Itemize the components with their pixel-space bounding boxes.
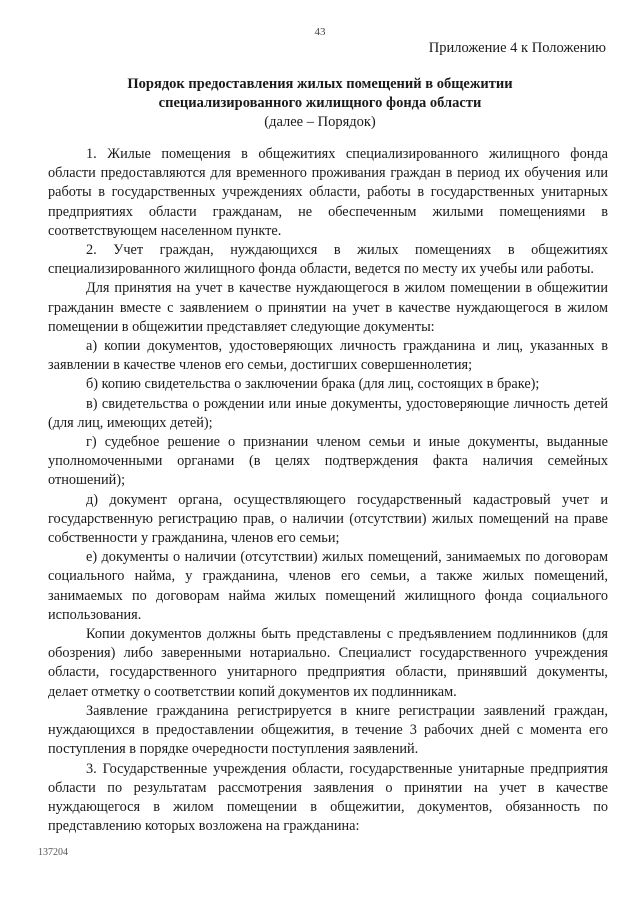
list-item-d: д) документ органа, осуществляющего государственный кадастровый учет и государственную регистрацию прав, о наличии (отсутствии) жилых помещений на праве собственности у гражданина, членов его семьи; (48, 491, 608, 547)
paragraph-3-start: 3. Государственные учреждения области, государственные унитарные предприятия области по результатам рассмотрения заявления о принятии на учет в качестве нуждающегося в жилом помещении в общежитии, документов, обязанность по представлению которых возложена на гражданина: (48, 760, 608, 835)
page-number: 43 (314, 26, 326, 38)
list-item-b: б) копию свидетельства о заключении брака (для лиц, состоящих в браке); (86, 376, 540, 393)
footer-code: 137204 (38, 847, 68, 858)
list-item-a: а) копии документов, удостоверяющих личность гражданина и лиц, указанных в заявлении в качестве членов его семьи, достигших совершеннолетия; (48, 338, 608, 374)
title-line-2: специализированного жилищного фонда области (158, 95, 482, 111)
paragraph-1: 1. Жилые помещения в общежитиях специализированного жилищного фонда области предоставляются для временного проживания граждан в период их обучения или работы в государственных учреждениях области, работы в государственных унитарных предприятиях области гражданам, не обеспеченным жилыми помещениями в соответствующем населенном пункте. (48, 146, 608, 239)
title-line-1: Порядок предоставления жилых помещений в общежитии (127, 76, 513, 92)
list-item-e: е) документы о наличии (отсутствии) жилых помещений, занимаемых по договорам социального найма, у гражданина, членов его семьи, а также жилых помещений, занимаемых по договорам найма жилых помещений жилищного фонда социального использования. (48, 549, 608, 623)
paragraph-copies: Копии документов должны быть представлены с предъявлением подлинников (для обозрения) либо заверенными нотариально. Специалист государственного учреждения области, государственного унитарного предприятия области, принявший документы, делает отметку о соответствии копий документов их подлинникам. (48, 626, 608, 700)
document-title (0, 75, 640, 132)
paragraph-registration: Заявление гражданина регистрируется в книге регистрации заявлений граждан, нуждающихся в предоставлении общежития, в течение 3 рабочих дней с момента его поступления в порядке очередности поступления заявлений. (48, 702, 608, 758)
appendix-label: Приложение 4 к Положению (428, 40, 606, 56)
list-item-g: г) судебное решение о признании членом семьи и иные документы, выданные уполномоченными органами (в целях подтверждения факта наличия семейных отношений); (48, 434, 608, 489)
document-body (48, 145, 608, 836)
title-line-3: (далее – Порядок) (264, 114, 376, 130)
list-item-v: в) свидетельства о рождении или иные документы, удостоверяющие личность детей (для лиц, имеющих детей); (48, 395, 608, 431)
paragraph-3: Для принятия на учет в качестве нуждающегося в жилом помещении в общежитии гражданин вместе с заявлением о принятии на учет в качестве нуждающегося в жилом помещении в общежитии представляет следующие документы: (48, 280, 608, 335)
paragraph-2: 2. Учет граждан, нуждающихся в жилых помещениях в общежитиях специализированного жилищного фонда области, ведется по месту их учебы или работы. (48, 242, 608, 278)
